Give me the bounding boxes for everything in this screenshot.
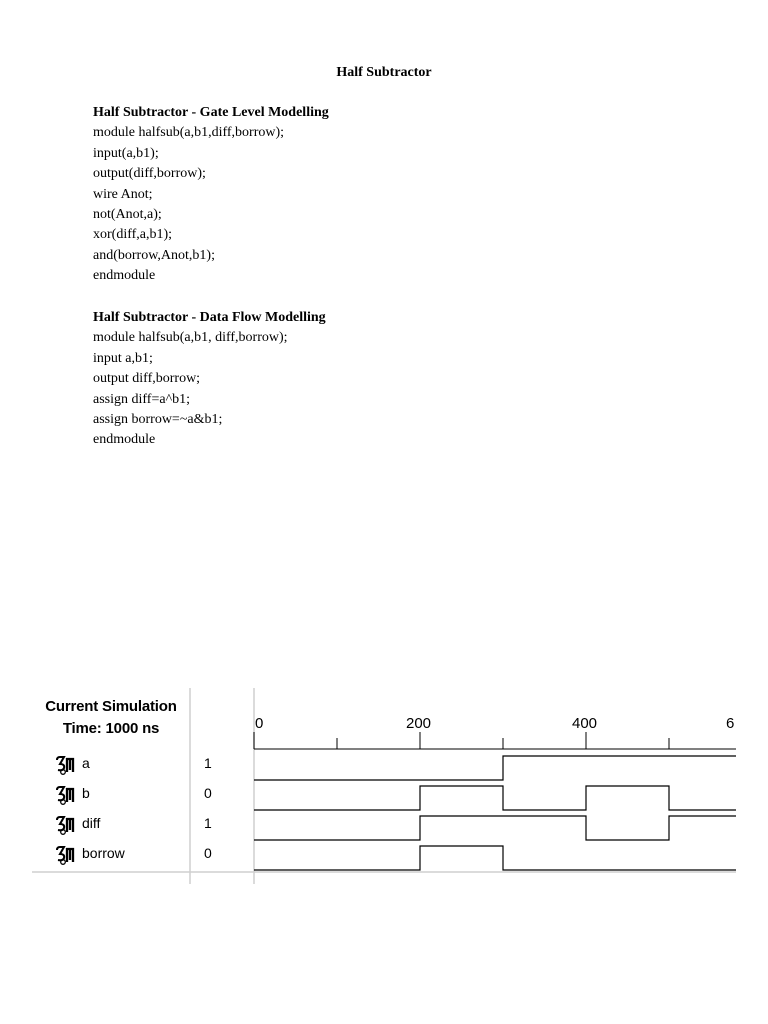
code-line: endmodule xyxy=(93,268,156,284)
signal-name: diff xyxy=(82,815,101,831)
tick-label-200: 200 xyxy=(406,715,432,732)
code-line: endmodule xyxy=(93,432,156,448)
code-line: xor(diff,a,b1); xyxy=(93,227,173,243)
gate-level-heading: Half Subtractor - Gate Level Modelling xyxy=(93,105,329,120)
waveform-trace-a xyxy=(254,756,736,780)
simulation-header-line1: Current Simulation xyxy=(45,698,177,715)
signal-value: 0 xyxy=(204,785,212,801)
code-line: assign borrow=~a&b1; xyxy=(93,412,223,428)
signal-value: 0 xyxy=(204,845,212,861)
data-flow-section xyxy=(93,308,326,451)
waveform-trace-borrow xyxy=(254,846,736,870)
simulation-header-line2: Time: 1000 ns xyxy=(62,720,160,737)
simulation-waveform xyxy=(32,688,736,888)
signal-name: b xyxy=(82,785,90,801)
code-line: output diff,borrow; xyxy=(93,371,201,387)
signal-name: a xyxy=(82,755,90,771)
signal-value: 1 xyxy=(204,815,212,831)
gate-level-section xyxy=(93,103,329,287)
code-line: module halfsub(a,b1,diff,borrow); xyxy=(93,125,285,141)
waveform-trace-diff xyxy=(254,816,736,840)
waveform-canvas xyxy=(32,688,736,888)
waveform-trace-b xyxy=(254,786,736,810)
code-line: module halfsub(a,b1, diff,borrow); xyxy=(93,330,288,346)
signal-value: 1 xyxy=(204,755,212,771)
code-line: input(a,b1); xyxy=(93,145,159,161)
tick-label-400: 400 xyxy=(572,715,598,732)
tick-label-600: 6 xyxy=(726,715,735,732)
code-line: assign diff=a^b1; xyxy=(93,391,191,407)
code-line: and(borrow,Anot,b1); xyxy=(93,247,215,263)
code-line: not(Anot,a); xyxy=(93,207,162,223)
code-line: input a,b1; xyxy=(93,350,153,366)
code-line: output(diff,borrow); xyxy=(93,166,206,182)
code-line: wire Anot; xyxy=(93,186,153,202)
document-title: Half Subtractor xyxy=(336,65,432,80)
signal-name: borrow xyxy=(82,845,125,861)
data-flow-heading: Half Subtractor - Data Flow Modelling xyxy=(93,310,326,325)
tick-label-0: 0 xyxy=(255,715,264,732)
